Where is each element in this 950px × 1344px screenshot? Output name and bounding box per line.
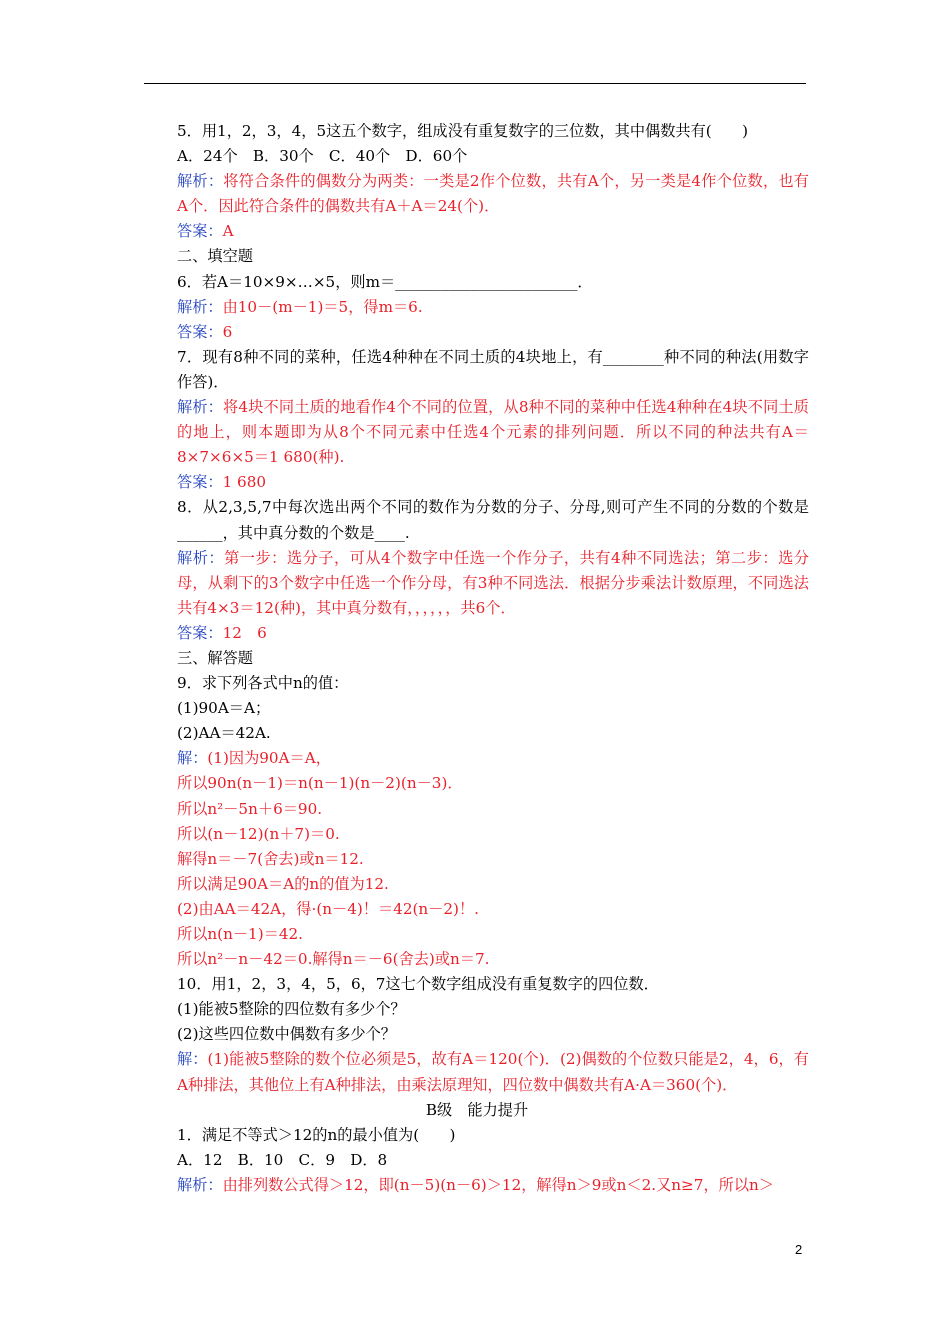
line-text: (2)AA＝42A. — [177, 724, 271, 743]
question-line — [145, 671, 809, 696]
solution-line — [145, 746, 809, 771]
answer-label: 答案： — [177, 322, 223, 341]
question-line — [145, 721, 809, 746]
question-line — [145, 972, 809, 997]
line-text: 将4块不同土质的地看作4个不同的位置，从8种不同的菜种中任选4种种在4块不同土质的地上，则本题即为从8个不同元素中任选4个元素的排列问题．所以不同的种法共有A＝8×7×6×5＝1 680(种). — [177, 398, 809, 467]
line-text: 三、解答题 — [177, 648, 253, 667]
solution-label: 解： — [177, 749, 208, 768]
line-text: 将符合条件的偶数分为两类：一类是2作个位数，共有A个，另一类是4作个位数，也有A个．因此符合条件的偶数共有A＋A＝24(个)． — [177, 172, 809, 216]
question-line — [145, 1022, 809, 1047]
solution-label: 解析： — [177, 1175, 223, 1194]
line-text: (1)能被5整除的数个位必须是5，故有A＝120(个)．(2)偶数的个位数只能是2，4，6，有A种排法，其他位上有A种排法，由乘法原理知，四位数中偶数共有A·A＝360(个)． — [177, 1050, 809, 1094]
question-line — [145, 696, 809, 721]
line-text: 5．用1，2，3，4，5这五个数字，组成没有重复数字的三位数，其中偶数共有( ) — [177, 122, 749, 140]
solution-step — [145, 822, 809, 847]
line-text: 所以n²－n－42＝0.解得n＝－6(舍去)或n＝7. — [177, 950, 490, 969]
solution-label: 解析： — [177, 297, 223, 316]
solution-step — [145, 922, 809, 947]
solution-step — [145, 947, 809, 972]
line-text: 第一步：选分子，可从4个数字中任选一个作分子，共有4种不同选法；第二步：选分母，从剩下的3个数字中任选一个作分母，有3种不同选法．根据分步乘法计数原理，不同选法共有4×3＝12(种)，其中真分数有，，，，，，共6个． — [177, 548, 810, 617]
line-text: (2)由AA＝42A，得·(n－4)！＝42(n－2)！. — [177, 899, 479, 918]
solution-label: 解： — [177, 1050, 208, 1069]
solution-step — [145, 897, 809, 922]
line-text: 所以(n－12)(n＋7)＝0. — [177, 824, 340, 843]
question-line — [145, 345, 809, 395]
answer-line — [145, 320, 809, 345]
line-text: A — [222, 222, 234, 241]
solution-line — [145, 295, 809, 320]
line-text: 所以满足90A＝A的n的值为12. — [177, 874, 389, 893]
answer-label: 答案： — [177, 222, 223, 241]
line-text: B级 能力提升 — [425, 1100, 529, 1119]
solution-step — [145, 847, 809, 872]
solution-label: 解析： — [177, 172, 224, 191]
line-text: A．24个 B．30个 C．40个 D．60个 — [177, 147, 468, 166]
line-text: 1 680 — [222, 473, 267, 492]
page-number: 2 — [795, 1242, 803, 1257]
line-text: A．12 B．10 C．9 D．8 — [177, 1150, 388, 1169]
question-line — [145, 144, 809, 169]
line-text: (1)因为90A＝A， — [207, 749, 331, 768]
line-text: (2)这些四位数中偶数有多少个？ — [177, 1025, 396, 1044]
question-line — [145, 244, 809, 269]
answer-line — [145, 470, 809, 495]
header-rule — [144, 83, 806, 84]
question-line — [145, 1123, 809, 1148]
line-text: 7．现有8种不同的菜种，任选4种种在不同土质的4块地上，有________种不同的种法(用数字作答)． — [177, 347, 809, 391]
line-text: (1)能被5整除的四位数有多少个？ — [177, 1000, 406, 1019]
question-line — [145, 495, 809, 545]
answer-line — [145, 621, 809, 646]
solution-step — [145, 771, 809, 796]
solution-line — [145, 1047, 809, 1097]
question-line — [145, 119, 809, 144]
solution-label: 解析： — [177, 548, 225, 567]
line-text: 6．若A＝10×9×…×5，则m＝________________________． — [177, 272, 593, 291]
solution-label: 解析： — [177, 398, 224, 417]
line-text: 所以n(n－1)＝42. — [177, 925, 303, 943]
line-text: 8．从2,3,5,7中每次选出两个不同的数作为分数的分子、分母,则可产生不同的分数的个数是______，其中真分数的个数是____. — [177, 498, 809, 542]
solution-line — [145, 169, 809, 219]
line-text: 12 6 — [222, 623, 267, 642]
line-text: 二、填空题 — [177, 247, 253, 266]
answer-line — [145, 219, 809, 244]
line-text: (1)90A＝A； — [177, 699, 271, 718]
line-text: 9．求下列各式中n的值： — [177, 674, 349, 693]
solution-step — [145, 872, 809, 897]
solution-line — [145, 395, 809, 470]
document-body — [145, 119, 809, 1198]
line-text: 解得n＝－7(舍去)或n＝12. — [177, 849, 364, 868]
question-line — [145, 646, 809, 671]
question-line — [145, 270, 809, 295]
answer-label: 答案： — [177, 473, 223, 492]
question-line — [145, 997, 809, 1022]
section-heading — [145, 1098, 809, 1123]
line-text: 所以90n(n－1)＝n(n－1)(n－2)(n－3)． — [177, 774, 463, 793]
line-text: 由排列数公式得＞12，即(n－5)(n－6)＞12，解得n＞9或n＜2.又n≥7，所以n＞ — [222, 1175, 774, 1194]
line-text: 1．满足不等式＞12的n的最小值为( ) — [177, 1125, 456, 1144]
solution-step — [145, 797, 809, 822]
line-text: 10．用1，2，3，4，5，6，7这七个数字组成没有重复数字的四位数． — [177, 975, 659, 994]
question-line — [145, 1148, 809, 1173]
line-text: 所以n²－5n＋6＝90. — [177, 799, 323, 818]
line-text: 由10－(m－1)＝5，得m＝6. — [222, 297, 423, 316]
answer-label: 答案： — [177, 623, 223, 642]
solution-line — [145, 1173, 809, 1198]
solution-line — [145, 546, 809, 621]
line-text: 6 — [222, 322, 233, 341]
